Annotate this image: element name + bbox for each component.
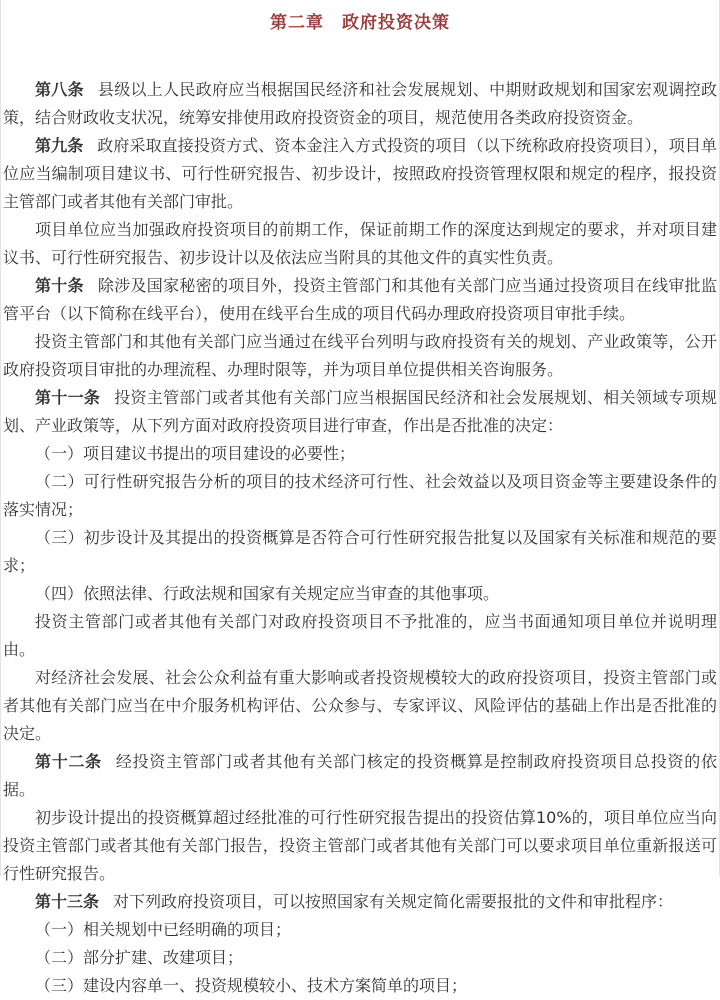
law-paragraph — [3, 888, 717, 916]
law-paragraph — [3, 272, 717, 328]
law-paragraph — [3, 384, 717, 440]
law-paragraph — [3, 524, 717, 580]
law-paragraph — [3, 580, 717, 608]
law-paragraph — [3, 216, 717, 272]
law-paragraph — [3, 328, 717, 384]
law-paragraph — [3, 916, 717, 944]
law-paragraph — [3, 804, 717, 888]
law-paragraph — [3, 748, 717, 804]
paragraph-text: （一）项目建议书提出的项目建设的必要性； — [35, 444, 356, 463]
paragraph-text: 政府采取直接投资方式、资本金注入方式投资的项目（以下统称政府投资项目），项目单位应当编制项目建议书、可行性研究报告、初步设计，按照政府投资管理权限和规定的程序，报投资主管部门或者其他有关部门审批。 — [3, 136, 717, 211]
law-paragraph — [3, 76, 717, 132]
law-paragraph — [3, 944, 717, 972]
paragraph-text: （一）相关规划中已经明确的项目； — [35, 920, 292, 939]
paragraph-text: （三）初步设计及其提出的投资概算是否符合可行性研究报告批复以及国家有关标准和规范的要求； — [3, 528, 717, 575]
article-number: 第十一条 — [35, 388, 101, 407]
chapter-title: 第二章 政府投资决策 — [270, 13, 450, 33]
paragraph-text: 除涉及国家秘密的项目外，投资主管部门和其他有关部门应当通过投资项目在线审批监管平台（以下简称在线平台），使用在线平台生成的项目代码办理政府投资项目审批手续。 — [3, 276, 717, 323]
paragraph-text: 经投资主管部门或者其他有关部门核定的投资概算是控制政府投资项目总投资的依据。 — [3, 752, 717, 799]
law-paragraph — [3, 664, 717, 748]
article-number: 第十二条 — [35, 752, 102, 771]
paragraph-text: （二）可行性研究报告分析的项目的技术经济可行性、社会效益以及项目资金等主要建设条件的落实情况； — [3, 472, 717, 519]
paragraph-text: 投资主管部门或者其他有关部门应当根据国民经济和社会发展规划、相关领域专项规划、产业政策等，从下列方面对政府投资项目进行审查，作出是否批准的决定： — [3, 388, 717, 435]
law-paragraph — [3, 132, 717, 216]
law-paragraph — [3, 972, 717, 1000]
article-number: 第十三条 — [35, 892, 100, 911]
paragraph-text: 对下列政府投资项目，可以按照国家有关规定简化需要报批的文件和审批程序： — [113, 892, 674, 911]
article-number: 第十条 — [35, 276, 84, 295]
paragraph-text: 对经济社会发展、社会公众利益有重大影响或者投资规模较大的政府投资项目，投资主管部门或者其他有关部门应当在中介服务机构评估、公众参与、专家评议、风险评估的基础上作出是否批准的决定。 — [3, 668, 717, 743]
paragraph-text: 初步设计提出的投资概算超过经批准的可行性研究报告提出的投资估算10%的，项目单位应当向投资主管部门或者其他有关部门报告，投资主管部门或者其他有关部门可以要求项目单位重新报送可行性研究报告。 — [3, 808, 717, 883]
paragraph-text: 项目单位应当加强政府投资项目的前期工作，保证前期工作的深度达到规定的要求，并对项目建议书、可行性研究报告、初步设计以及依法应当附具的其他文件的真实性负责。 — [3, 220, 717, 267]
law-paragraph — [3, 608, 717, 664]
paragraph-text: 投资主管部门和其他有关部门应当通过在线平台列明与政府投资有关的规划、产业政策等，公开政府投资项目审批的办理流程、办理时限等，并为项目单位提供相关咨询服务。 — [3, 332, 717, 379]
paragraph-text: （四）依照法律、行政法规和国家有关规定应当审查的其他事项。 — [35, 584, 500, 603]
law-paragraph — [3, 440, 717, 468]
paragraph-text: 县级以上人民政府应当根据国民经济和社会发展规划、中期财政规划和国家宏观调控政策，结合财政收支状况，统筹安排使用政府投资资金的项目，规范使用各类政府投资资金。 — [3, 80, 717, 127]
paragraph-text: （三）建设内容单一、投资规模较小、技术方案简单的项目； — [35, 976, 468, 995]
paragraph-text: （二）部分扩建、改建项目； — [35, 948, 244, 967]
article-number: 第九条 — [35, 136, 84, 155]
article-number: 第八条 — [35, 80, 84, 99]
paragraph-text: 投资主管部门或者其他有关部门对政府投资项目不予批准的，应当书面通知项目单位并说明理由。 — [3, 612, 717, 659]
law-paragraph — [3, 468, 717, 524]
